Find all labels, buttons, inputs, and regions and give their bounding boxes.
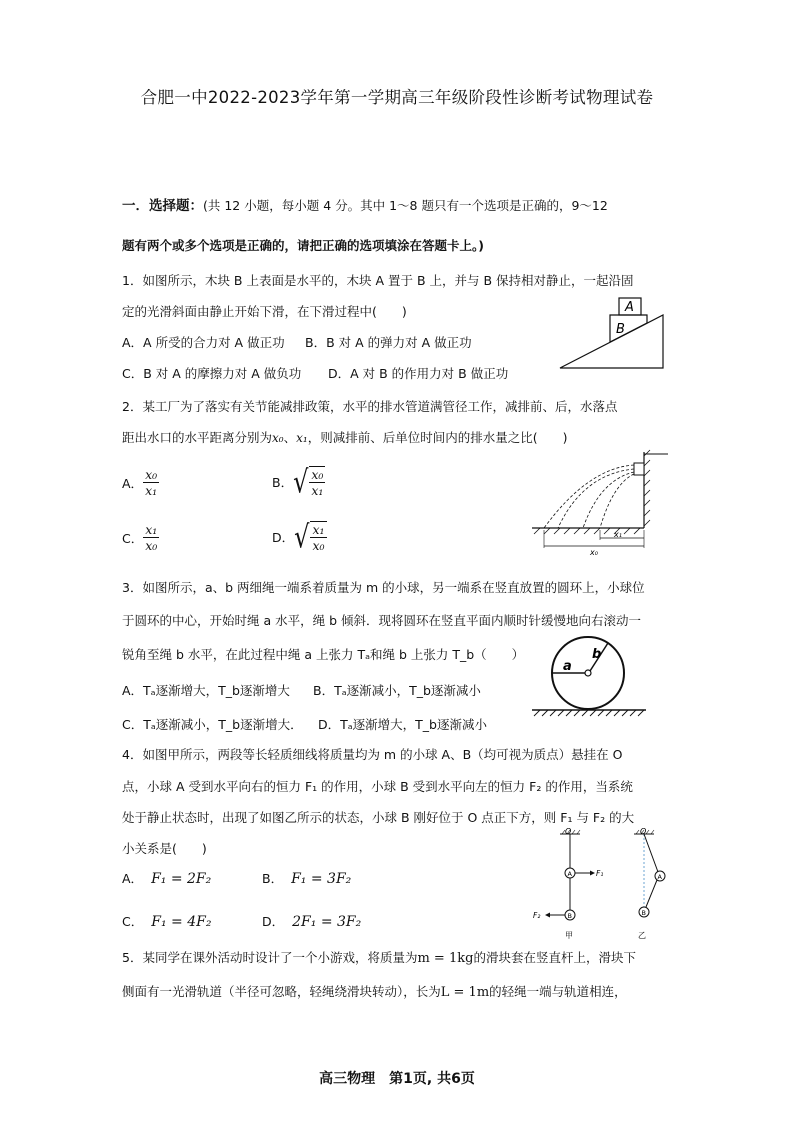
q5-line2-post: 的轻绳一端与轨道相连， bbox=[489, 984, 627, 999]
q4-option-b bbox=[262, 869, 351, 887]
pipe-outlet bbox=[634, 463, 644, 475]
water-stream-4 bbox=[600, 474, 634, 528]
q2-option-b-label: B． bbox=[272, 475, 294, 490]
section-intro-line1 bbox=[122, 194, 608, 214]
ground-hatch bbox=[534, 710, 644, 716]
q1-stem-line2: 定的光滑斜面由静止开始下滑，在下滑过程中( ) bbox=[122, 304, 407, 319]
frac-num: x₀ bbox=[311, 467, 324, 482]
q2-option-d-label: D． bbox=[272, 530, 295, 545]
rope-a-label: a bbox=[563, 659, 572, 674]
yi-o-label: O bbox=[640, 827, 647, 836]
q3-option-b: B．Tₐ逐渐减小，T_b逐渐减小 bbox=[313, 683, 481, 698]
frac-num: x₁ bbox=[145, 522, 158, 537]
q3-option-c: C．Tₐ逐渐减小，T_b逐渐增大． bbox=[122, 717, 303, 732]
q2-option-d bbox=[272, 518, 327, 556]
block-b-label: B bbox=[616, 322, 625, 337]
q4-option-b-formula: F₁ = 3F₂ bbox=[291, 871, 352, 887]
q4-option-c bbox=[122, 912, 211, 930]
q3-stem-line1: 3．如图所示，a、b 两细绳一端系着质量为 m 的小球，另一端系在竖直放置的圆环上，小球位 bbox=[122, 580, 645, 595]
section-intro-line2: 题有两个或多个选项是正确的，请把正确的选项填涂在答题卡上。) bbox=[122, 238, 484, 253]
q4-option-c-formula: F₁ = 4F₂ bbox=[151, 914, 212, 930]
page-footer: 高三物理 第1页, 共6页 bbox=[319, 1071, 475, 1087]
rope-b-label: b bbox=[592, 647, 602, 662]
fig-x0-label: x₀ bbox=[590, 548, 598, 556]
q3-stem-line3: 锐角至绳 b 水平，在此过程中绳 a 上张力 Tₐ和绳 b 上张力 T_b（ ） bbox=[122, 647, 525, 662]
jia-f1-label: F₁ bbox=[596, 869, 604, 878]
frac-den: x₁ bbox=[311, 483, 324, 498]
jia-f1-arrowhead bbox=[590, 871, 595, 876]
q4-option-a-formula: F₁ = 2F₂ bbox=[151, 871, 212, 887]
q2-option-a bbox=[122, 467, 159, 498]
q5-stem-line1 bbox=[122, 948, 636, 966]
jia-f2-label: F₂ bbox=[533, 911, 541, 920]
q2-option-b bbox=[272, 463, 325, 501]
q2-drainage-figure bbox=[528, 448, 673, 556]
q2-option-c-fraction bbox=[143, 522, 159, 553]
q4-option-d-formula: 2F₁ = 3F₂ bbox=[292, 914, 362, 930]
q4-stem-line2: 点，小球 A 受到水平向右的恒力 F₁ 的作用，小球 B 受到水平向左的恒力 F₂ 的作用，当系统 bbox=[122, 779, 633, 794]
q3-option-d: D．Tₐ逐渐增大，T_b逐渐减小 bbox=[318, 717, 487, 732]
yi-rope-upper bbox=[644, 834, 658, 872]
q2-option-c-label: C． bbox=[122, 530, 144, 546]
frac-num: x₀ bbox=[145, 467, 158, 482]
q2-separator: 、 bbox=[283, 430, 297, 445]
jia-ball-b-label: B bbox=[567, 912, 572, 920]
ball bbox=[585, 670, 591, 676]
q4-option-d-label: D． bbox=[262, 914, 285, 929]
q1-incline-figure bbox=[555, 295, 670, 373]
yi-rope-lower bbox=[646, 880, 657, 907]
q4-option-d bbox=[262, 912, 361, 930]
q1-option-b: B．B 对 A 的弹力对 A 做正功 bbox=[305, 335, 472, 350]
block-a-label: A bbox=[625, 300, 634, 315]
frac-den: x₀ bbox=[312, 538, 325, 553]
page-title: 合肥一中2022-2023学年第一学期高三年级阶段性诊断考试物理试卷 bbox=[140, 88, 654, 107]
q2-x1-symbol: x₁ bbox=[296, 431, 308, 445]
yi-ball-a-label: A bbox=[657, 873, 662, 881]
q4-stem-line3: 处于静止状态时，出现了如图乙所示的状态，小球 B 刚好位于 O 点正下方，则 F₁ 与 F₂ 的大 bbox=[122, 810, 635, 825]
ground-hatch bbox=[534, 528, 640, 534]
water-stream-1 bbox=[544, 465, 634, 528]
q3-stem-line2: 于圆环的中心，开始时绳 a 水平，绳 b 倾斜．现将圆环在竖直平面内顺时针缓慢地向右滚动一 bbox=[122, 613, 641, 628]
q3-option-a: A．Tₐ逐渐增大，T_b逐渐增大 bbox=[122, 683, 290, 698]
fig-x1-label: x₁ bbox=[614, 530, 622, 539]
q5-mass-formula: m = 1kg bbox=[417, 951, 474, 966]
q5-line2-pre: 侧面有一光滑轨道（半径可忽略，轻绳绕滑块转动），长为 bbox=[122, 984, 441, 999]
q5-stem-line2 bbox=[122, 982, 627, 1000]
q5-line1-pre: 5．某同学在课外活动时设计了一个小游戏，将质量为 bbox=[122, 950, 418, 965]
q4-option-a-label: A． bbox=[122, 871, 144, 886]
section-intro-text: (共 12 小题，每小题 4 分。其中 1～8 题只有一个选项是正确的，9～12 bbox=[203, 198, 608, 213]
q2-option-b-sqrt: √ $\frac{\text{x₀}}{\text{x₁}}$ bbox=[293, 463, 324, 501]
q2-stem-text-post: ，则减排前、后单位时间内的排水量之比( ) bbox=[307, 430, 568, 445]
q1-option-a: A．A 所受的合力对 A 做正功 bbox=[122, 335, 285, 350]
q4-option-a bbox=[122, 869, 211, 887]
q2-option-c bbox=[122, 522, 159, 553]
yi-label: 乙 bbox=[638, 931, 646, 940]
q2-option-a-label: A． bbox=[122, 475, 144, 491]
frac-den: x₀ bbox=[145, 538, 158, 553]
jia-ball-a-label: A bbox=[567, 870, 572, 878]
jia-o-label: O bbox=[565, 827, 572, 836]
q4-pendulum-figure bbox=[528, 826, 688, 942]
jia-label: 甲 bbox=[565, 931, 573, 940]
frac-den: x₁ bbox=[145, 483, 158, 498]
section-heading: 一．选择题： bbox=[122, 198, 203, 214]
q2-option-d-sqrt: √ $\frac{\text{x₁}}{\text{x₀}}$ bbox=[294, 518, 325, 556]
q5-length-formula: L = 1m bbox=[440, 985, 490, 1000]
q1-stem-line1: 1．如图所示，木块 B 上表面是水平的，木块 A 置于 B 上，并与 B 保持相对静止，一起沿固 bbox=[122, 273, 634, 288]
q5-line1-post: 的滑块套在竖直杆上，滑块下 bbox=[473, 950, 636, 965]
q4-stem-line4: 小关系是( ) bbox=[122, 841, 207, 856]
q2-stem-text-pre: 距出水口的水平距离分别为 bbox=[122, 430, 273, 445]
q3-ring-figure bbox=[530, 630, 648, 718]
frac-num: x₁ bbox=[312, 522, 325, 537]
q2-stem-line1: 2．某工厂为了落实有关节能减排政策，水平的排水管道满管径工作，减排前、后，水落点 bbox=[122, 399, 618, 414]
q2-option-a-fraction bbox=[143, 467, 159, 498]
q2-stem-line2 bbox=[122, 428, 567, 446]
q4-stem-line1: 4．如图甲所示，两段等长轻质细线将质量均为 m 的小球 A、B（均可视为质点）悬挂在 O bbox=[122, 747, 623, 762]
q4-option-b-label: B． bbox=[262, 871, 284, 886]
yi-ball-b-label: B bbox=[641, 909, 646, 917]
q2-x0-symbol: x₀ bbox=[272, 431, 284, 445]
q1-option-d: D．A 对 B 的作用力对 B 做正功 bbox=[328, 366, 509, 381]
jia-f2-arrowhead bbox=[545, 913, 550, 918]
wall-hatch bbox=[644, 450, 650, 526]
q1-option-c: C．B 对 A 的摩擦力对 A 做负功 bbox=[122, 366, 302, 381]
q4-option-c-label: C． bbox=[122, 914, 144, 929]
